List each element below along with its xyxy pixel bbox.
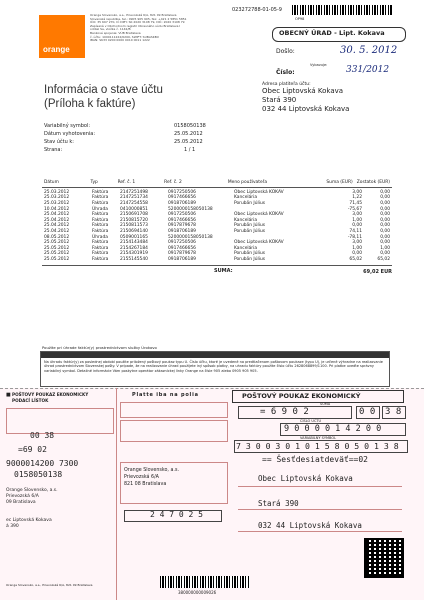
table-cell: 2154143484 [120,240,148,246]
table-cell: 25.04.2012 [44,212,70,218]
table-cell: 5200000158050138 [168,234,213,240]
table-cell: 0,00 [380,251,390,257]
table-cell: Porubän Július [234,257,266,263]
table-cell: 0917879678 [168,251,196,257]
table-cell: 3,00 [352,240,362,246]
meta-label: Variabilný symbol: [44,123,91,129]
vs-value: 7 3 0 0 3 0 1 0 1 5 8 0 5 0 1 3 8 [236,441,399,451]
stamp-extra: Vybavuje: [310,63,328,67]
table-cell: 2150691708 [120,212,148,218]
words-value: Šesťdesiatdeväť [276,455,349,464]
table-cell: Porubän Július [234,223,266,229]
stamp-title: OBECNÝ ÚRAD - Lipt. Kokava [279,29,385,37]
table-cell: 08.05.2012 [44,234,70,240]
recipient-label: Adresa platiteľa účtu: [262,82,311,87]
meta-value: 25.05.2012 [174,131,203,137]
left-recipient: Orange Slovensko, a.s. [6,488,58,493]
table-cell: Faktúra [92,240,109,246]
table-cell: 25.04.2012 [44,223,70,229]
left-slip-title: POŠTOVÝ POUKAZ EKONOMICKÝ [12,392,89,397]
table-cell: Porubän Július [234,251,266,257]
postal-coupon [0,388,424,600]
table-cell: 25.05.2012 [44,240,70,246]
table-cell: 0917879678 [168,223,196,229]
col-header: Dátum [44,180,59,186]
company-line: Bankové spojenie: VÚB Bratislava [90,30,141,35]
company-line: Slovenská republika, tel.: 0905 905 905, fax: +421 2 5851 5851 [90,16,187,21]
meta-label: Stav účtu k: [44,139,74,145]
table-cell: 2154301919 [120,251,148,257]
table-cell: 74,11 [349,229,362,235]
meta-block [44,123,244,155]
coupon-recipient: 821 08 Bratislava [124,482,167,487]
notice-caption: Použite pri úhrade faktúr(y) prostredníctvom služby Úrokovo [42,345,157,350]
company-line: oddiel Sa, vložka č. 1142/B [90,27,131,32]
col-header: Ref. č. 1 [117,180,136,186]
logo-text: orange [43,45,70,54]
company-line: Zapísaná v Obchodnom registri Okresného súdu Bratislava I [90,23,181,28]
company-line: IBAN: SK33 0200 0000 0010 0011 1222 [90,38,150,43]
recipient-address [262,82,412,114]
payer-underline [238,509,402,510]
table-cell: Faktúra [92,245,109,251]
recipient-line: Stará 390 [262,96,297,104]
orange-logo [39,15,85,58]
meta-label: Strana: [44,147,63,153]
table-cell: 0,00 [380,240,390,246]
left-amount: 00 38 [30,431,55,440]
notice-bar [41,352,389,358]
doc-code-sub: OP98 [295,17,305,21]
table-cell: 65,02 [377,257,390,263]
table-cell: 0917250506 [168,189,196,195]
header-barcode [292,5,392,15]
right-slip-title: POŠTOVÝ POUKAZ EKONOMICKÝ [242,392,361,400]
payer-underline [238,486,402,487]
table-cell: Kancelária [234,245,258,251]
table-header-row [42,180,392,186]
table-cell: 0,00 [380,201,390,207]
total-label: SUMA: [214,268,233,275]
account-label: ČÍSLO ÚČTU [300,419,322,423]
table-cell: Porubän Július [234,229,266,235]
check-digits: 2 4 7 0 2 5 [150,510,203,519]
table-cell: 0,00 [380,212,390,218]
table-cell: Faktúra [92,201,109,207]
col-header: Meno používateľa [227,180,268,186]
table-cell: 0,00 [380,217,390,223]
table-cell: 1,22 [352,195,362,201]
table-cell: Faktúra [92,189,109,195]
payer-field-2 [120,420,228,442]
recipient-line: 032 44 Liptovská Kokava [262,105,350,113]
meta-label: Dátum vyhotovenia: [44,131,96,137]
table-cell: 71,45 [349,201,362,207]
table-cell: 2150694140 [120,229,148,235]
table-cell: 0917250506 [168,212,196,218]
table-cell: 1,00 [352,217,362,223]
table-cell: 2147251498 [120,189,148,195]
table-cell: 0918706189 [168,201,196,207]
company-line: č. účtu: 1000111222/0200, SWIFT: SUBASKBX [90,34,159,39]
table-cell: 1,00 [352,245,362,251]
table-cell: Faktúra [92,195,109,201]
company-info [90,14,220,43]
table-cell: 25.03.2012 [44,189,70,195]
table-cell: 25.04.2012 [44,217,70,223]
doc-code: 023272788-01-05-9 [232,7,282,13]
table-cell: 0,00 [352,223,362,229]
table-cell: Obec Liptovská KOKAV [234,212,284,218]
left-recipient: Prievozská 6/A [6,494,39,499]
table-cell: 25.05.2012 [44,257,70,263]
transactions-table [42,180,392,276]
payer-field-1 [120,402,228,418]
table-cell: Úhrada [92,234,108,240]
left-recipient: 09 Bratislava [6,500,36,505]
coupon-payer: Obec Liptovská Kokava [258,474,353,483]
amount-value: = 6 9 0 2 [260,407,309,417]
table-cell: 2147254558 [120,201,148,207]
table-cell: 2150815720 [120,217,148,223]
vs-label: VARIABILNÝ SYMBOL [300,436,337,440]
coupon-payer: Stará 390 [258,499,299,508]
meta-value: 1 / 1 [184,147,196,153]
payer-underline [238,531,402,532]
col-header: Zostatok (EUR) [356,180,390,186]
col-header: Ref. č. 2 [164,180,182,186]
table-cell: 25.05.2012 [44,251,70,257]
qr-code [364,538,404,578]
table-cell: 2147251734 [120,195,148,201]
left-slip-icon: ■ [6,392,11,398]
words-suffix: 02 [358,455,368,464]
stamp-date-value: 30. 5. 2012 [340,45,398,56]
table-cell: Kancelária [234,195,258,201]
table-cell: 5200000158050138 [168,206,213,212]
table-cell: 0,00 [380,234,390,240]
stamp-number-value: 331/2012 [346,65,390,75]
notice-box [40,351,390,387]
table-cell: 65,02 [349,257,362,263]
table-cell: 25.04.2012 [44,229,70,235]
amount-in-words: == Šesťdesiatdeväť==02 [262,455,368,464]
table-cell: 0917466656 [168,217,196,223]
stamp-date-label: Došlo: [276,48,295,55]
table-cell: 0,00 [380,189,390,195]
table-cell: Faktúra [92,229,109,235]
table-cell: 0918706189 [168,229,196,235]
table-cell: Kancelária [234,217,258,223]
table-cell: Obec Liptovská KOKAV [234,189,284,195]
coupon-recipient: Orange Slovensko, a.s. [124,468,179,473]
table-cell: 0,00 [380,206,390,212]
company-line: Orange Slovensko, a.s., Prievozská 6/A, 821 09 Bratislava [90,13,177,17]
table-header-rule [42,187,392,188]
stamp-number-label: Číslo: [276,69,295,76]
table-cell: -75,67 [347,206,362,212]
left-account: 9000014200 7300 [6,459,79,468]
barcode-number: 380000000009026 [178,590,217,595]
coupon-barcode [160,576,250,588]
coupon-recipient: Prievozská 6/A [124,475,159,480]
left-vs: 0158050138 [14,470,63,479]
table-cell: Faktúra [92,251,109,257]
table-cell: 25.03.2012 [44,201,70,207]
page-subtitle: (Príloha k faktúre) [44,98,136,110]
table-cell: Faktúra [92,217,109,223]
coupon-divider [116,388,117,600]
table-cell: 1,00 [380,245,390,251]
left-slip-sub: PODACÍ LÍSTOK [12,398,49,403]
table-cell: 0509001165 [120,234,148,240]
table-cell: 0410000851 [120,206,148,212]
table-cell: Faktúra [92,223,109,229]
coupon-footer: Orange Slovensko, a.s., Prievozská 6/A, 821 09 Bratislava [6,583,93,587]
table-cell: 0,00 [380,229,390,235]
left-payer: ec Liptovská Kokava [6,518,52,523]
left-amount2: =69 02 [18,445,47,454]
meta-value: 25.05.2012 [174,139,203,145]
table-cell: Obec Liptovská KOKAV [234,240,284,246]
notice-text: Na úhradu faktúr(y) za poslednej období použite priložený poštový poukaz typu U. Číslo účtu, ktoré je uvedené na predtlačenom poštovom poukaze (typu U), je určené výhradne na realizovanie úhrad prostredníctvom Slovenskej pošty. V prípade, že na realizovanie úhrad použijete iný spôsob platby, na uhradu faktúry použite číslo účtu 2628068899/1100. Pri platbe uveďte správny variabilný symbol. Detailné informácie Vám poskytne operátor zákazníckej linky Orange na čísle 905 alebo 0905 905 905. [44,360,383,373]
amount-label: SUMA [320,402,331,406]
table-cell: 25.05.2012 [44,245,70,251]
pay-to-label: Platte iba na polia [132,392,199,398]
coupon-payer: 032 44 Liptovská Kokava [258,521,362,530]
table-cell: 10.04.2012 [44,206,70,212]
left-slip-field [6,408,114,434]
table-cell: 3,00 [352,212,362,218]
total-value: 69,02 EUR [363,269,392,276]
table-cell: 0,00 [352,251,362,257]
account-value: 9 0 0 0 0 1 4 2 0 0 [284,424,382,434]
table-cell: 25.03.2012 [44,195,70,201]
table-cell: -78,11 [347,234,362,240]
recipient-line: Obec Liptovská Kokava [262,87,344,95]
amount-extra: 3 8 [385,407,402,417]
table-cell: 0917466656 [168,245,196,251]
left-payer: á 390 [6,524,19,529]
table-row [42,257,392,263]
table-cell: Faktúra [92,257,109,263]
company-line: IČO: 35 697 270, IČ DPH: SK 2020 3108 79, DIČ: 2020 3108 79 [90,20,185,25]
table-cell: 0,00 [380,195,390,201]
table-cell: 0,00 [380,223,390,229]
table-cell: Faktúra [92,212,109,218]
amount-cents: 0 0 [359,407,376,417]
table-cell: Porubän Július [234,201,266,207]
received-stamp [270,25,408,85]
table-cell: 2155145540 [120,257,148,263]
table-cell: Úhrada [92,206,108,212]
meta-value: 0158050138 [174,123,206,129]
col-header: Suma (EUR) [326,180,353,186]
col-header: Typ [90,180,98,186]
table-cell: 2150811573 [120,223,148,229]
table-cell: 0918706189 [168,257,196,263]
perforation-line [0,388,424,389]
table-cell: 2154267184 [120,245,148,251]
table-cell: 0917250506 [168,240,196,246]
page-title: Informácia o stave účtu [44,84,163,96]
table-cell: 0917466656 [168,195,196,201]
table-cell: 3,00 [352,189,362,195]
